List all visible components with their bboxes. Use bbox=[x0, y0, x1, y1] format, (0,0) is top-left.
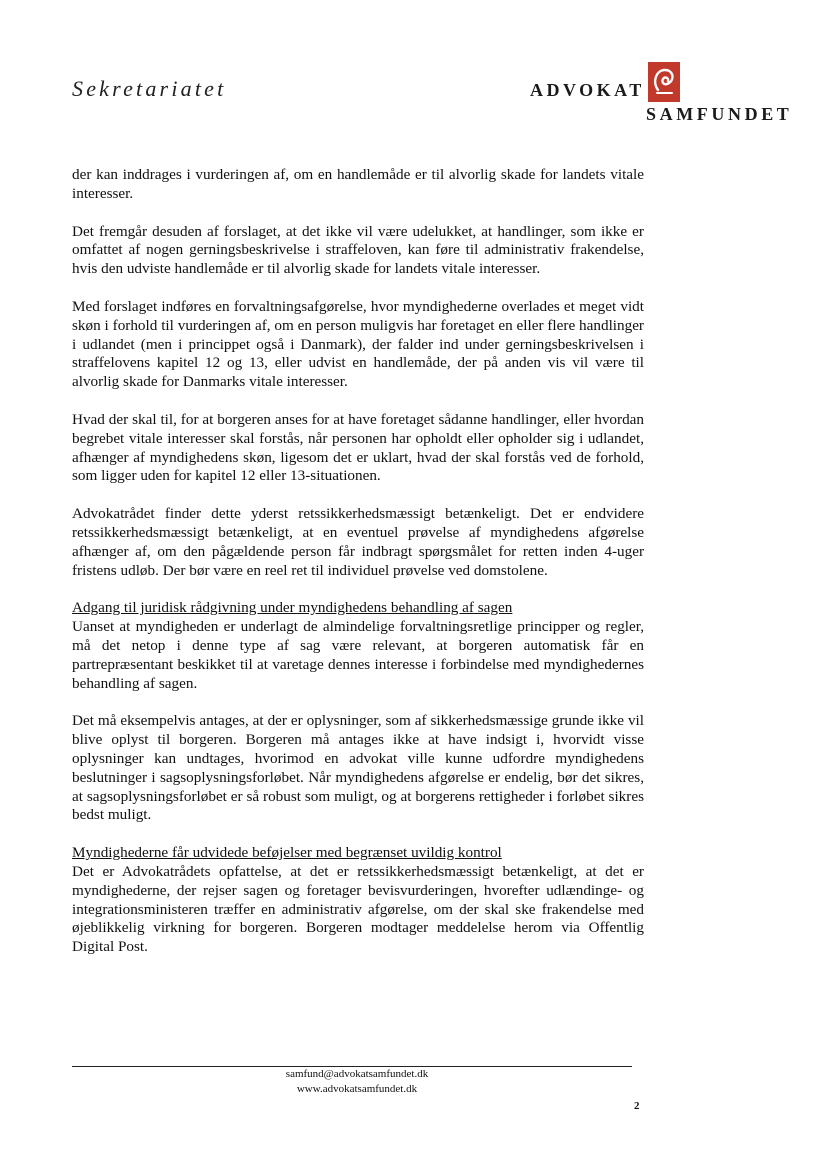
section-authorities-powers bbox=[72, 844, 644, 957]
paragraph: Det fremgår desuden af forslaget, at det ikke vil være udelukket, at handlinger, som ikke er omfattet af nogen gerningsbeskrivelse i straffeloven, kan føre til administrativ frakendelse, hvis den udviste handlemåde er til alvorlig skade for landets vitale interesser. bbox=[72, 222, 644, 278]
paragraph: Med forslaget indføres en forvaltningsafgørelse, hvor myndighederne overlades et meget vidt skøn i forhold til vurderingen af, om en person muligvis har foretaget en eller flere handlinger i udlandet (men i princippet også i Danmark), der falder ind under gerningsbeskrivelsen i straffelovens kapitel 12 og 13, eller udvist en handlemåde, der på anden vis vil være til alvorlig skade for Danmarks vitale interesser. bbox=[72, 297, 644, 391]
footer-website: www.advokatsamfundet.dk bbox=[296, 1083, 418, 1095]
section-legal-advice bbox=[72, 599, 644, 693]
paragraph: Det er Advokatrådets opfattelse, at det er retssikkerhedsmæssigt betænkeligt, at det er myndighederne, der rejser sagen og foretager bevisvurderingen, hvorefter udlændinge- og integrationsministeren træffer en administrativ afgørelse, om der skal ske frakendelse med øjeblikkelig virkning for borgeren. Borgeren modtager meddelelse herom via Offentlig Digital Post. bbox=[72, 862, 644, 956]
header-title: Sekretariatet bbox=[72, 76, 227, 101]
logo-mark-icon bbox=[648, 62, 680, 102]
section-heading: Myndighederne får udvidede beføjelser med begrænset uvildig kontrol bbox=[72, 844, 502, 862]
paragraph: Uanset at myndigheden er underlagt de almindelige forvaltningsretlige principper og regler, må det netop i denne type af sag være relevant, at borgeren automatisk får en partrepræsentant beskikket til at varetage dennes interesse i forbindelse med myndighedernes behandling af sagen. bbox=[72, 618, 644, 692]
logo bbox=[530, 62, 800, 128]
section-heading: Adgang til juridisk rådgivning under myndighedens behandling af sagen bbox=[72, 599, 513, 617]
paragraph: Det må eksempelvis antages, at der er oplysninger, som af sikkerhedsmæssige grunde ikke vil blive oplyst til borgeren. Borgeren må antages ikke at have indsigt i, hvorvidt visse oplysninger kan undtages, hvorimod en advokat ville kunne udfordre myndighedens beslutninger i sagsoplysningsforløbet. Når myndighedens afgørelse er endelig, bør det sikres, at sagsoplysningsforløbet er så robust som muligt, og at borgerens rettigheder i forløbet sikres bedst muligt. bbox=[72, 712, 644, 824]
logo-word-advokat: ADVOKAT bbox=[530, 80, 645, 100]
document-body bbox=[72, 166, 644, 976]
footer-email: samfund@advokatsamfundet.dk bbox=[285, 1068, 429, 1080]
paragraph: der kan inddrages i vurderingen af, om en handlemåde er til alvorlig skade for landets vitale interesser. bbox=[72, 166, 644, 202]
logo-word-samfundet: SAMFUNDET bbox=[646, 104, 793, 124]
footer-divider bbox=[72, 1066, 632, 1067]
page-number: 2 bbox=[634, 1100, 640, 1112]
paragraph: Advokatrådet finder dette yderst retssikkerhedsmæssigt betænkeligt. Det er endvidere retssikkerhedsmæssigt betænkeligt, at en eventuel prøvelse af myndighedens afgørelse afhænger af, om den pågældende person får indbragt spørgsmålet for retten inden 4-uger fristens udløb. Der bør være en reel ret til individuel prøvelse ved domstolene. bbox=[72, 505, 644, 579]
paragraph: Hvad der skal til, for at borgeren anses for at have foretaget sådanne handlinger, eller hvordan begrebet vitale interesser skal forstås, når personen har opholdt eller opholder sig i udlandet, afhænger af myndighedens skøn, ligesom det er uklart, hvad der skal forstås ved de forhold, som ligger uden for kapitel 12 eller 13-situationen. bbox=[72, 410, 644, 485]
